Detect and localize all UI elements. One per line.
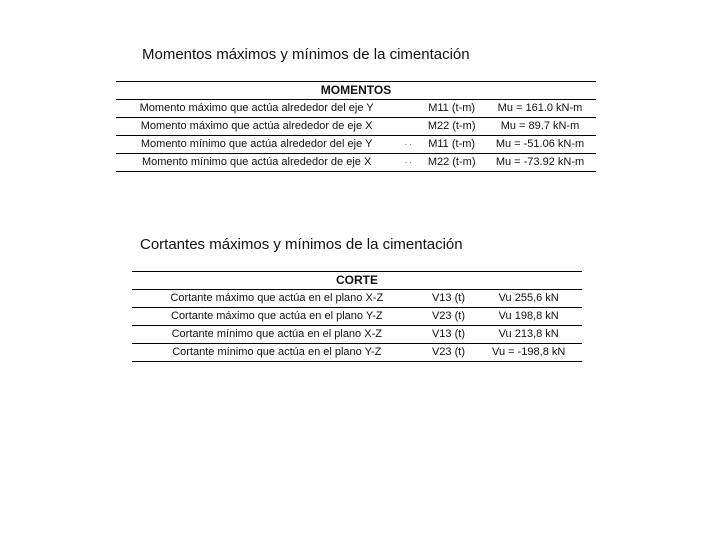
row-value: Vu = -198,8 kN [475, 344, 582, 362]
shear-table-header-row [132, 272, 582, 290]
table-row [116, 118, 596, 136]
row-spacer [397, 100, 419, 118]
row-description: Momento máximo que actúa alrededor de eje X [116, 118, 397, 136]
row-value: Vu 213,8 kN [475, 326, 582, 344]
row-value: Vu 255,6 kN [475, 290, 582, 308]
row-code: M22 (t-m) [419, 118, 484, 136]
row-value: Mu = -51.06 kN-m [484, 136, 596, 154]
row-description: Cortante mínimo que actúa en el plano Y-Z [132, 344, 422, 362]
row-description: Cortante mínimo que actúa en el plano X-Z [132, 326, 422, 344]
table-row [116, 100, 596, 118]
row-description: Momento máximo que actúa alrededor del eje Y [116, 100, 397, 118]
row-description: Cortante máximo que actúa en el plano X-Z [132, 290, 422, 308]
moments-table-header: MOMENTOS [116, 82, 596, 100]
table-row [132, 290, 582, 308]
row-code: V23 (t) [422, 308, 476, 326]
row-value: Mu = -73.92 kN-m [484, 154, 596, 172]
row-value: Mu = 161.0 kN-m [484, 100, 596, 118]
row-spacer [397, 118, 419, 136]
row-code: M11 (t-m) [419, 100, 484, 118]
moments-table [116, 81, 596, 172]
row-code: V13 (t) [422, 290, 476, 308]
row-code: V13 (t) [422, 326, 476, 344]
row-code: M11 (t-m) [419, 136, 484, 154]
row-code: M22 (t-m) [419, 154, 484, 172]
row-value: Mu = 89.7 kN-m [484, 118, 596, 136]
table-row [116, 136, 596, 154]
row-description: Momento mínimo que actúa alrededor de eje X [116, 154, 397, 172]
row-spacer: · · [397, 154, 419, 172]
shear-table [132, 271, 582, 362]
table-row [116, 154, 596, 172]
row-description: Momento mínimo que actúa alrededor del eje Y [116, 136, 397, 154]
row-description: Cortante máximo que actúa en el plano Y-Z [132, 308, 422, 326]
shear-section-title: Cortantes máximos y mínimos de la cimentación [140, 236, 463, 253]
moments-section-title: Momentos máximos y mínimos de la cimentación [142, 46, 470, 63]
table-row [132, 326, 582, 344]
row-code: V23 (t) [422, 344, 476, 362]
row-value: Vu 198,8 kN [475, 308, 582, 326]
table-row [132, 344, 582, 362]
shear-table-header: CORTE [132, 272, 582, 290]
row-spacer: · · [397, 136, 419, 154]
table-row [132, 308, 582, 326]
moments-table-header-row [116, 82, 596, 100]
